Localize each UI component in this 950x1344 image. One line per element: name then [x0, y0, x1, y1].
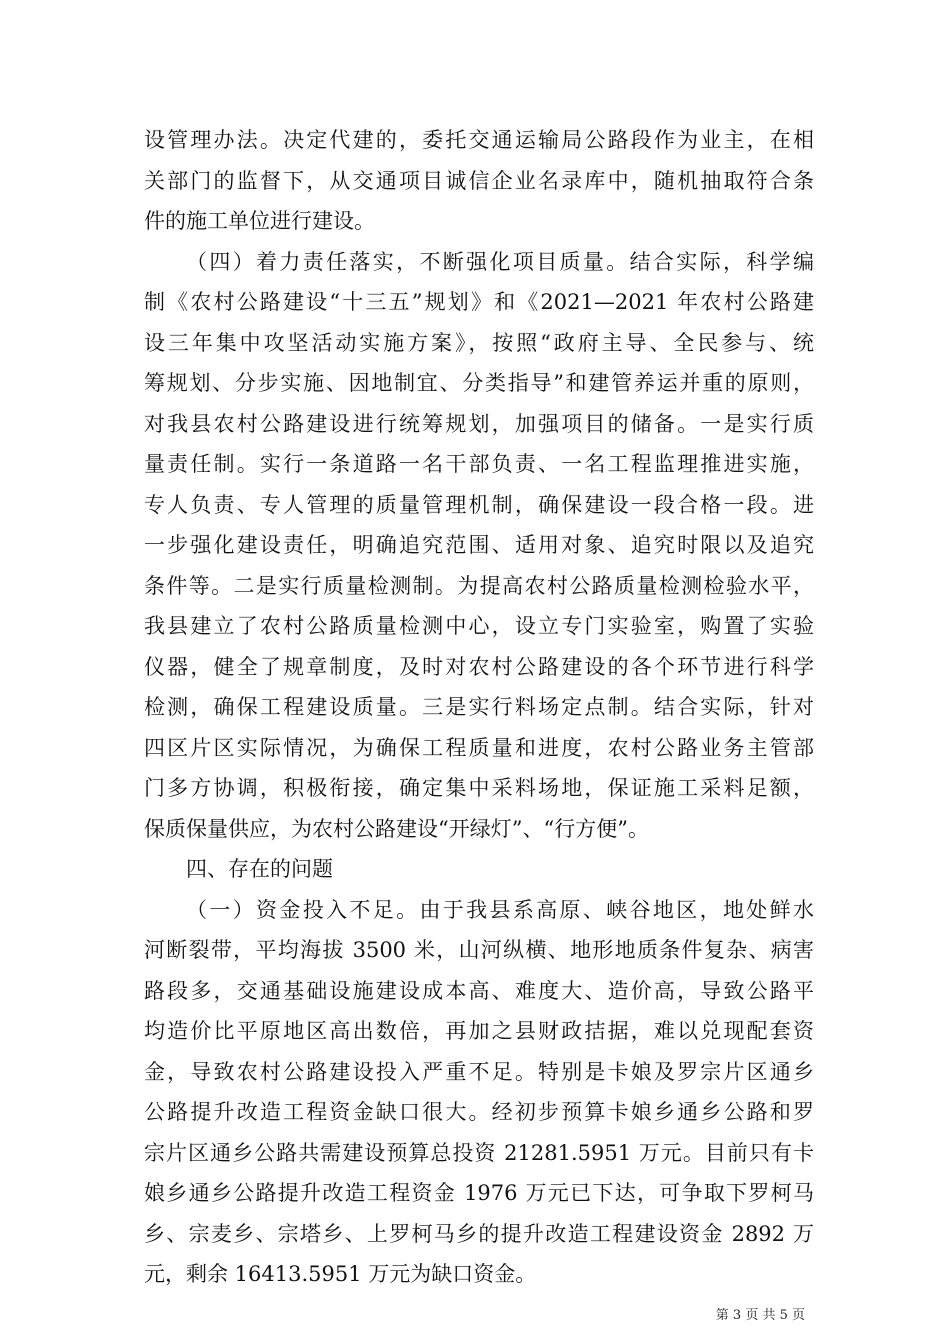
- paragraph-start-line: （一）资金投入不足。由于我县系高原、峡谷地区，地处鲜水: [186, 897, 814, 922]
- text-line: 四区片区实际情况，为确保工程质量和进度，农村公路业务主管部: [144, 735, 814, 760]
- text-line: 检测，确保工程建设质量。三是实行料场定点制。结合实际，针对: [144, 695, 814, 719]
- text-line: 均造价比平原地区高出数倍，再加之县财政拮据，难以兑现配套资: [144, 1019, 814, 1043]
- text-line: 元，剩余 16413.5951 万元为缺口资金。: [144, 1262, 537, 1286]
- text-line: 一步强化建设责任，明确追究范围、适用对象、追究时限以及追究: [144, 533, 814, 557]
- text-line: 条件等。二是实行质量检测制。为提高农村公路质量检测检验水平，: [144, 573, 814, 598]
- text-line: 设管理办法。决定代建的，委托交通运输局公路段作为业主，在相: [144, 128, 814, 152]
- text-line: 乡、宗麦乡、宗塔乡、上罗柯马乡的提升改造工程建设资金 2892 万: [144, 1221, 814, 1246]
- text-line: 河断裂带，平均海拔 3500 米，山河纵横、地形地质条件复杂、病害: [144, 938, 814, 962]
- text-line: 关部门的监督下，从交通项目诚信企业名录库中，随机抽取符合条: [144, 168, 814, 193]
- page-number-footer: 第 3 页 共 5 页: [715, 1308, 805, 1323]
- text-line: 路段多，交通基础设施建设成本高、难度大、造价高，导致公路平: [144, 978, 814, 1003]
- section-heading: 四、存在的问题: [186, 857, 333, 881]
- text-line: 设三年集中攻坚活动实施方案》，按照“政府主导、全民参与、统: [144, 330, 814, 355]
- text-line: 件的施工单位进行建设。: [144, 209, 375, 233]
- text-line: 公路提升改造工程资金缺口很大。经初步预算卡娘乡通乡公路和罗: [144, 1100, 814, 1124]
- text-line: 金，导致农村公路建设投入严重不足。特别是卡娘及罗宗片区通乡: [144, 1059, 814, 1084]
- document-body: [144, 120, 814, 1295]
- text-line: 筹规划、分步实施、因地制宜、分类指导”和建管养运并重的原则，: [144, 371, 814, 395]
- text-line: 保质保量供应，为农村公路建设“开绿灯”、“行方便”。: [144, 816, 649, 841]
- text-line: 我县建立了农村公路质量检测中心，设立专门实验室，购置了实验: [144, 614, 814, 638]
- text-line: 专人负责、专人管理的质量管理机制，确保建设一段合格一段。进: [144, 492, 814, 517]
- text-line: 宗片区通乡公路共需建设预算总投资 21281.5951 万元。目前只有卡: [144, 1140, 814, 1165]
- paragraph-start-line: （四）着力责任落实，不断强化项目质量。结合实际，科学编: [186, 249, 814, 274]
- text-line: 量责任制。实行一条道路一名干部负责、一名工程监理推进实施，: [144, 452, 814, 476]
- text-line: 对我县农村公路建设进行统筹规划，加强项目的储备。一是实行质: [144, 411, 814, 436]
- text-line: 仪器，健全了规章制度，及时对农村公路建设的各个环节进行科学: [144, 654, 814, 679]
- text-line: 制《农村公路建设“十三五”规划》和《2021—2021 年农村公路建: [144, 290, 814, 314]
- text-line: 娘乡通乡公路提升改造工程资金 1976 万元已下达，可争取下罗柯马: [144, 1181, 814, 1205]
- text-line: 门多方协调，积极衔接，确定集中采料场地，保证施工采料足额，: [144, 776, 814, 800]
